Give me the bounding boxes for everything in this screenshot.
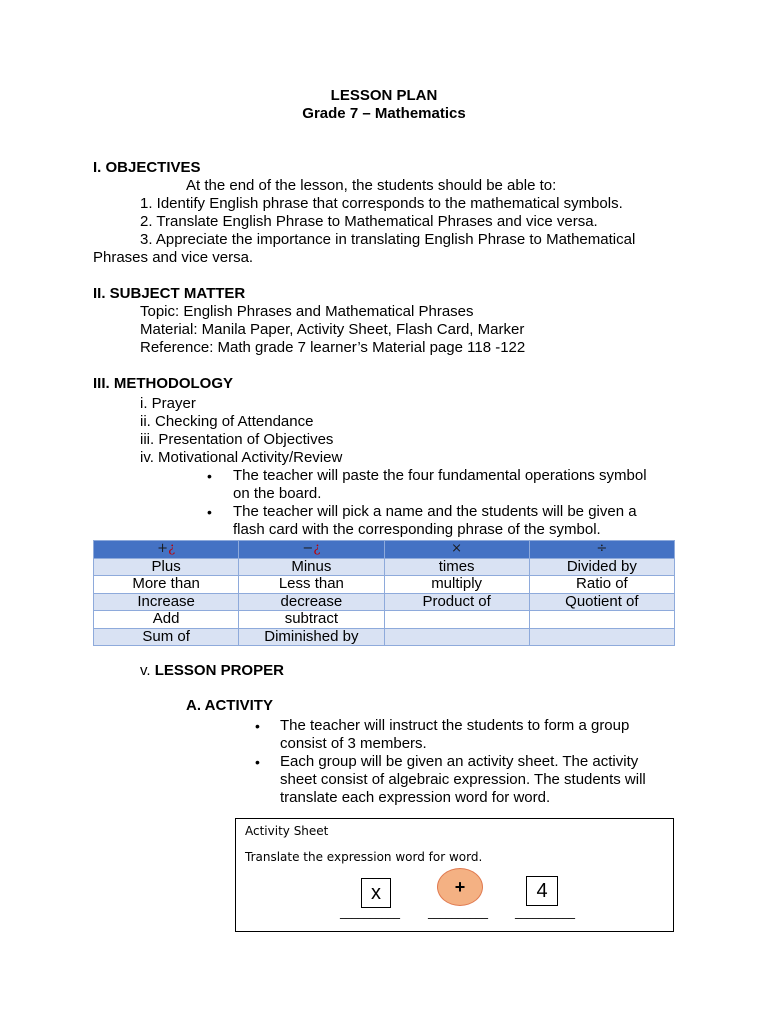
table-row (94, 593, 675, 611)
table-cell: Divided by (529, 558, 674, 576)
objective-item: 1. Identify English phrase that corresponds to the mathematical symbols. (140, 195, 623, 212)
activity-bullet-continued: translate each expression word for word. (280, 789, 551, 806)
answer-blank: __________ (340, 905, 400, 919)
table-cell (384, 611, 529, 629)
methodology-bullet-continued: on the board. (233, 485, 322, 502)
methodology-step: iv. Motivational Activity/Review (140, 449, 343, 466)
bullet-icon: • (255, 754, 260, 770)
methodology-bullet: The teacher will pick a name and the students will be given a (233, 503, 637, 520)
answer-blank: __________ (515, 905, 575, 919)
methodology-bullet-continued: flash card with the corresponding phrase of the symbol. (233, 521, 601, 538)
activity-sheet-instruction: Translate the expression word for word. (245, 850, 483, 864)
objectives-intro: At the end of the lesson, the students should be able to: (186, 177, 557, 194)
table-cell: Increase (94, 593, 239, 611)
methodology-heading: III. METHODOLOGY (93, 375, 234, 392)
subject-topic: Topic: English Phrases and Mathematical Phrases (140, 303, 474, 320)
table-row (94, 611, 675, 629)
activity-bullet-continued: sheet consist of algebraic expression. The students will (280, 771, 646, 788)
objective-item: 2. Translate English Phrase to Mathematical Phrases and vice versa. (140, 213, 598, 230)
table-cell: decrease (239, 593, 384, 611)
times-symbol-header: × (384, 541, 529, 559)
table-cell: Sum of (94, 628, 239, 646)
table-row (94, 558, 675, 576)
table-cell: Product of (384, 593, 529, 611)
minus-symbol-header: −¿ (239, 541, 384, 559)
table-cell: Plus (94, 558, 239, 576)
activity-sheet-title: Activity Sheet (245, 824, 329, 838)
bullet-icon: • (207, 504, 212, 520)
table-cell: Diminished by (239, 628, 384, 646)
table-cell: Ratio of (529, 576, 674, 594)
bullet-icon: • (207, 468, 212, 484)
objective-item-continued: Phrases and vice versa. (93, 249, 254, 266)
activity-bullet: The teacher will instruct the students to form a group (280, 717, 630, 734)
plus-symbol-header: +¿ (94, 541, 239, 559)
number-4-card: 4 (526, 876, 558, 906)
table-header-row (94, 541, 675, 559)
divide-symbol-header: ÷ (529, 541, 674, 559)
variable-x-card: x (361, 878, 391, 908)
document-title: LESSON PLAN (330, 87, 438, 104)
lesson-proper-heading: v. LESSON PROPER (140, 662, 284, 679)
subject-matter-heading: II. SUBJECT MATTER (93, 285, 246, 302)
table-cell (529, 628, 674, 646)
table-row (94, 576, 675, 594)
subject-reference: Reference: Math grade 7 learner’s Material page 118 -122 (140, 339, 526, 356)
table-cell: Add (94, 611, 239, 629)
methodology-step: ii. Checking of Attendance (140, 413, 314, 430)
table-cell (384, 628, 529, 646)
activity-bullet-continued: consist of 3 members. (280, 735, 427, 752)
activity-heading: A. ACTIVITY (186, 697, 273, 714)
table-row (94, 628, 675, 646)
activity-sheet (235, 818, 674, 932)
table-cell (529, 611, 674, 629)
subject-material: Material: Manila Paper, Activity Sheet, Flash Card, Marker (140, 321, 525, 338)
plus-symbol-card: + (437, 868, 483, 906)
table-cell: multiply (384, 576, 529, 594)
table-cell: times (384, 558, 529, 576)
table-cell: subtract (239, 611, 384, 629)
objectives-heading: I. OBJECTIVES (93, 159, 201, 176)
table-cell: Minus (239, 558, 384, 576)
methodology-step: i. Prayer (140, 395, 196, 412)
methodology-bullet: The teacher will paste the four fundamental operations symbol (233, 467, 647, 484)
document-subtitle: Grade 7 – Mathematics (302, 105, 466, 122)
operations-table (93, 540, 675, 646)
bullet-icon: • (255, 718, 260, 734)
activity-bullet: Each group will be given an activity sheet. The activity (280, 753, 639, 770)
table-cell: More than (94, 576, 239, 594)
answer-blank: __________ (428, 905, 488, 919)
methodology-step: iii. Presentation of Objectives (140, 431, 334, 448)
objective-item: 3. Appreciate the importance in translating English Phrase to Mathematical (140, 231, 636, 248)
table-cell: Less than (239, 576, 384, 594)
table-cell: Quotient of (529, 593, 674, 611)
